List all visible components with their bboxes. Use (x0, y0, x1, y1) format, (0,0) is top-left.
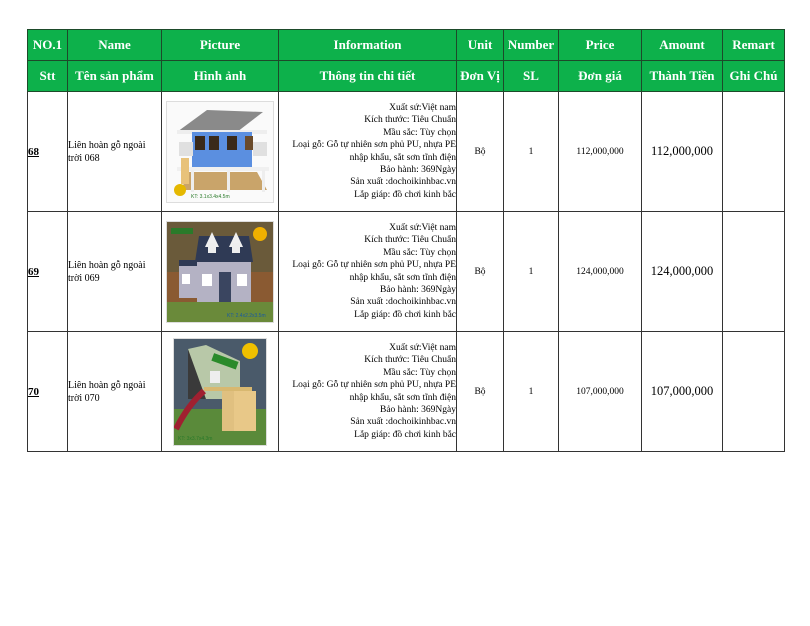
product-picture-cell (162, 332, 279, 452)
row-stt[interactable]: 68 (28, 92, 68, 212)
grey-cottage-playhouse-image (166, 221, 274, 323)
header-ten-san-pham: Tên sản phẩm (68, 61, 162, 92)
product-unit: Bộ (457, 212, 504, 332)
product-info (279, 332, 457, 452)
header-don-vi: Đơn Vị (457, 61, 504, 92)
product-remark (723, 92, 785, 212)
playhouse-icon (174, 339, 266, 445)
product-amount: 112,000,000 (642, 92, 723, 212)
table-row (28, 212, 785, 332)
info-material: Loại gỗ: Gỗ tự nhiên sơn phủ PU, nhựa PE (292, 380, 456, 391)
svg-text:KT: 3.1x3.4x4.5m: KT: 3.1x3.4x4.5m (191, 193, 230, 200)
info-size: Kích thước: Tiêu Chuẩn (364, 235, 456, 246)
product-name: Liên hoàn gỗ ngoài trời 069 (68, 212, 162, 332)
header-thanh-tien: Thành Tiền (642, 61, 723, 92)
product-remark (723, 332, 785, 452)
header-price: Price (559, 30, 642, 61)
svg-text:KT: 3x3.7x4.3m: KT: 3x3.7x4.3m (178, 435, 213, 442)
header-remark: Remart (723, 30, 785, 61)
header-ghi-chu: Ghi Chú (723, 61, 785, 92)
info-warranty: Bảo hành: 369Ngày (380, 164, 456, 175)
info-installation: Lắp giáp: đồ chơi kinh bắc (354, 189, 456, 200)
info-origin: Xuất sứ:Việt nam (389, 102, 456, 113)
header-row-vietnamese (28, 61, 785, 92)
header-stt: Stt (28, 61, 68, 92)
info-origin: Xuất sứ:Việt nam (389, 342, 456, 353)
info-installation: Lắp giáp: đồ chơi kinh bắc (354, 309, 456, 320)
info-manufacturer: Sản xuất :dochoikinhbac.vn (350, 297, 456, 308)
blue-stilt-playhouse-image (166, 101, 274, 203)
svg-text:KT: 2.4x2.2x3.5m: KT: 2.4x2.2x3.5m (227, 312, 266, 319)
header-don-gia: Đơn giá (559, 61, 642, 92)
header-row-english (28, 30, 785, 61)
info-installation: Lắp giáp: đồ chơi kinh bắc (354, 429, 456, 440)
row-stt[interactable]: 70 (28, 332, 68, 452)
product-info (279, 92, 457, 212)
product-picture-cell (162, 92, 279, 212)
info-color: Mầu sắc: Tùy chọn (383, 127, 456, 138)
header-hinh-anh: Hình ảnh (162, 61, 279, 92)
info-material: Loại gỗ: Gỗ tự nhiên sơn phủ PU, nhựa PE (292, 140, 456, 151)
info-origin: Xuất sứ:Việt nam (389, 222, 456, 233)
info-material-cont: nhập khẩu, sắt sơn tĩnh điện (349, 152, 456, 163)
product-price: 107,000,000 (559, 332, 642, 452)
product-price: 124,000,000 (559, 212, 642, 332)
product-unit: Bộ (457, 92, 504, 212)
product-name: Liên hoàn gỗ ngoài trời 070 (68, 332, 162, 452)
playhouse-icon (167, 102, 273, 202)
product-quantity: 1 (504, 212, 559, 332)
header-no: NO.1 (28, 30, 68, 61)
product-amount: 124,000,000 (642, 212, 723, 332)
product-name: Liên hoàn gỗ ngoài trời 068 (68, 92, 162, 212)
product-price: 112,000,000 (559, 92, 642, 212)
header-amount: Amount (642, 30, 723, 61)
header-number: Number (504, 30, 559, 61)
info-manufacturer: Sản xuất :dochoikinhbac.vn (350, 177, 456, 188)
info-material-cont: nhập khẩu, sắt sơn tĩnh điện (349, 272, 456, 283)
header-picture: Picture (162, 30, 279, 61)
header-information: Information (279, 30, 457, 61)
info-material: Loại gỗ: Gỗ tự nhiên sơn phủ PU, nhựa PE (292, 260, 456, 271)
info-material-cont: nhập khẩu, sắt sơn tĩnh điện (349, 392, 456, 403)
info-warranty: Bảo hành: 369Ngày (380, 284, 456, 295)
product-quantity: 1 (504, 92, 559, 212)
playhouse-with-slide-image (173, 338, 267, 446)
info-manufacturer: Sản xuất :dochoikinhbac.vn (350, 417, 456, 428)
header-thong-tin: Thông tin chi tiết (279, 61, 457, 92)
product-picture-cell (162, 212, 279, 332)
playhouse-icon (167, 222, 273, 322)
info-size: Kích thước: Tiêu Chuẩn (364, 115, 456, 126)
table-row (28, 332, 785, 452)
header-sl: SL (504, 61, 559, 92)
product-amount: 107,000,000 (642, 332, 723, 452)
product-info (279, 212, 457, 332)
table-row (28, 92, 785, 212)
info-color: Mầu sắc: Tùy chọn (383, 367, 456, 378)
info-color: Mầu sắc: Tùy chọn (383, 247, 456, 258)
product-unit: Bộ (457, 332, 504, 452)
header-unit: Unit (457, 30, 504, 61)
product-remark (723, 212, 785, 332)
info-size: Kích thước: Tiêu Chuẩn (364, 355, 456, 366)
header-name: Name (68, 30, 162, 61)
product-price-table (27, 29, 785, 452)
info-warranty: Bảo hành: 369Ngày (380, 404, 456, 415)
row-stt[interactable]: 69 (28, 212, 68, 332)
product-quantity: 1 (504, 332, 559, 452)
